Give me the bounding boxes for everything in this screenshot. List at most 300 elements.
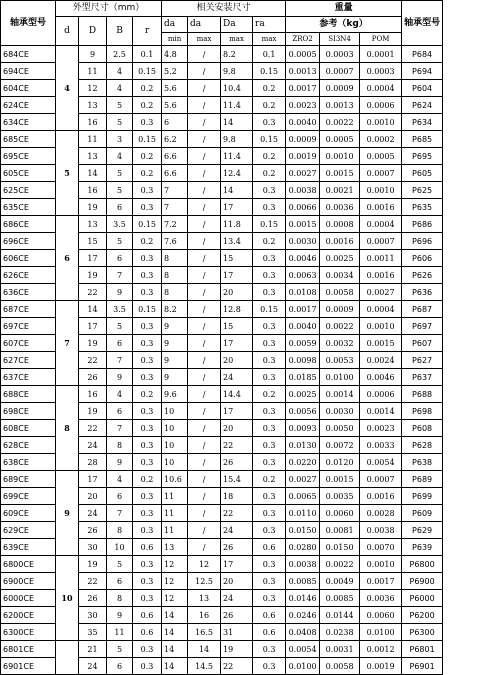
table-row <box>1 641 500 658</box>
cell-model: 6800CE <box>1 556 56 573</box>
cell-Da-max: 17 <box>221 403 253 420</box>
cell-weight-si3n4: 0.0150 <box>320 539 360 556</box>
cell-da-max: / <box>188 97 221 114</box>
cell-model-right: P608 <box>402 420 443 437</box>
cell-Da-max: 15 <box>221 318 253 335</box>
cell-weight-si3n4: 0.0060 <box>320 505 360 522</box>
cell-da-min: 7.6 <box>162 233 188 250</box>
cell-model-right: P6000 <box>402 590 443 607</box>
cell-ra-max: 0.3 <box>253 182 286 199</box>
cell-outer-D: 13 <box>79 148 107 165</box>
cell-da-max: / <box>188 420 221 437</box>
cell-outer-D: 24 <box>79 658 107 675</box>
cell-weight-zro2: 0.0040 <box>286 318 320 335</box>
cell-weight-si3n4: 0.0022 <box>320 114 360 131</box>
cell-outer-D: 20 <box>79 488 107 505</box>
cell-bore-d: 9 <box>56 471 79 556</box>
table-row <box>1 471 500 488</box>
cell-outer-D: 13 <box>79 216 107 233</box>
cell-model: 606CE <box>1 250 56 267</box>
cell-model-right: P629 <box>402 522 443 539</box>
cell-weight-pom: 0.0016 <box>360 488 402 505</box>
cell-radius-r: 0.3 <box>133 114 162 131</box>
cell-bore-d: 10 <box>56 556 79 641</box>
cell-Da-max: 11.4 <box>221 97 253 114</box>
cell-model: 684CE <box>1 46 56 63</box>
cell-width-B: 5 <box>107 641 133 658</box>
cell-model-right: P6200 <box>402 607 443 624</box>
cell-weight-zro2: 0.0056 <box>286 403 320 420</box>
cell-Da-max: 12.8 <box>221 301 253 318</box>
cell-Da-max: 20 <box>221 420 253 437</box>
cell-model-right: P637 <box>402 369 443 386</box>
cell-Da-max: 8.2 <box>221 46 253 63</box>
cell-weight-pom: 0.0007 <box>360 165 402 182</box>
cell-da-min: 12 <box>162 590 188 607</box>
cell-weight-zro2: 0.0027 <box>286 471 320 488</box>
cell-weight-zro2: 0.0130 <box>286 437 320 454</box>
header-outer-dimensions: 外型尺寸（mm） <box>56 1 162 17</box>
cell-radius-r: 0.3 <box>133 420 162 437</box>
cell-da-max: / <box>188 284 221 301</box>
cell-radius-r: 0.3 <box>133 284 162 301</box>
cell-da-min: 14 <box>162 607 188 624</box>
cell-radius-r: 0.3 <box>133 437 162 454</box>
cell-Da-max: 15 <box>221 250 253 267</box>
cell-weight-zro2: 0.0038 <box>286 182 320 199</box>
cell-da-min: 7 <box>162 199 188 216</box>
header-weight: 重量 <box>286 1 402 17</box>
cell-weight-zro2: 0.0065 <box>286 488 320 505</box>
cell-bore-d: 6 <box>56 216 79 301</box>
cell-weight-si3n4: 0.0049 <box>320 573 360 590</box>
cell-ra-max: 0.2 <box>253 386 286 403</box>
cell-width-B: 5 <box>107 97 133 114</box>
cell-weight-pom: 0.0007 <box>360 233 402 250</box>
cell-model: 6000CE <box>1 590 56 607</box>
cell-weight-zro2: 0.0017 <box>286 301 320 318</box>
cell-da-max: / <box>188 454 221 471</box>
cell-weight-si3n4: 0.0022 <box>320 556 360 573</box>
cell-width-B: 4 <box>107 386 133 403</box>
cell-width-B: 3.5 <box>107 301 133 318</box>
cell-outer-D: 19 <box>79 403 107 420</box>
cell-weight-si3n4: 0.0058 <box>320 658 360 675</box>
cell-da-max: / <box>188 199 221 216</box>
cell-ra-max: 0.6 <box>253 607 286 624</box>
cell-weight-pom: 0.0010 <box>360 114 402 131</box>
cell-weight-pom: 0.0002 <box>360 131 402 148</box>
cell-da-max: 12.5 <box>188 573 221 590</box>
cell-width-B: 7 <box>107 352 133 369</box>
cell-ra-max: 0.2 <box>253 148 286 165</box>
cell-width-B: 7 <box>107 267 133 284</box>
cell-outer-D: 14 <box>79 165 107 182</box>
cell-weight-si3n4: 0.0144 <box>320 607 360 624</box>
cell-model-right: P6300 <box>402 624 443 641</box>
cell-weight-pom: 0.0006 <box>360 386 402 403</box>
cell-da-max: 16.5 <box>188 624 221 641</box>
cell-da-max: / <box>188 148 221 165</box>
cell-radius-r: 0.3 <box>133 250 162 267</box>
cell-weight-zro2: 0.0046 <box>286 250 320 267</box>
cell-radius-r: 0.2 <box>133 233 162 250</box>
cell-ra-max: 0.2 <box>253 471 286 488</box>
cell-radius-r: 0.3 <box>133 369 162 386</box>
cell-da-min: 5.6 <box>162 80 188 97</box>
cell-model-right: P628 <box>402 437 443 454</box>
cell-model-right: P6900 <box>402 573 443 590</box>
cell-ra-max: 0.3 <box>253 352 286 369</box>
cell-model-right: P684 <box>402 46 443 63</box>
cell-model: 698CE <box>1 403 56 420</box>
header-ra: ra <box>253 17 286 33</box>
cell-weight-pom: 0.0036 <box>360 590 402 607</box>
cell-Da-max: 17 <box>221 556 253 573</box>
cell-weight-zro2: 0.0025 <box>286 386 320 403</box>
cell-model-right: P624 <box>402 97 443 114</box>
cell-weight-si3n4: 0.0015 <box>320 471 360 488</box>
cell-radius-r: 0.3 <box>133 641 162 658</box>
cell-da-max: / <box>188 335 221 352</box>
cell-radius-r: 0.3 <box>133 522 162 539</box>
cell-model-right: P604 <box>402 80 443 97</box>
cell-Da-max: 24 <box>221 522 253 539</box>
cell-width-B: 5 <box>107 556 133 573</box>
cell-outer-D: 17 <box>79 318 107 335</box>
cell-weight-zro2: 0.0054 <box>286 641 320 658</box>
cell-ra-max: 0.15 <box>253 63 286 80</box>
cell-width-B: 4 <box>107 63 133 80</box>
cell-outer-D: 30 <box>79 607 107 624</box>
cell-weight-pom: 0.0054 <box>360 454 402 471</box>
cell-weight-zro2: 0.0246 <box>286 607 320 624</box>
cell-Da-max: 18 <box>221 488 253 505</box>
cell-model: 6200CE <box>1 607 56 624</box>
cell-da-max: 12 <box>188 556 221 573</box>
cell-model: 696CE <box>1 233 56 250</box>
cell-model-right: P686 <box>402 216 443 233</box>
cell-model-right: P605 <box>402 165 443 182</box>
cell-Da-max: 31 <box>221 624 253 641</box>
cell-outer-D: 16 <box>79 114 107 131</box>
cell-ra-max: 0.3 <box>253 403 286 420</box>
header-r: r <box>133 17 162 46</box>
cell-outer-D: 11 <box>79 63 107 80</box>
cell-weight-pom: 0.0024 <box>360 352 402 369</box>
cell-radius-r: 0.6 <box>133 624 162 641</box>
cell-outer-D: 26 <box>79 522 107 539</box>
cell-width-B: 5 <box>107 318 133 335</box>
cell-width-B: 10 <box>107 539 133 556</box>
cell-outer-D: 16 <box>79 182 107 199</box>
cell-da-max: / <box>188 539 221 556</box>
header-row-1 <box>1 1 500 17</box>
cell-width-B: 5 <box>107 182 133 199</box>
cell-Da-max: 20 <box>221 284 253 301</box>
cell-model-right: P6901 <box>402 658 443 675</box>
cell-da-min: 9.6 <box>162 386 188 403</box>
cell-ra-max: 0.6 <box>253 624 286 641</box>
cell-da-min: 14 <box>162 641 188 658</box>
cell-model: 628CE <box>1 437 56 454</box>
cell-weight-si3n4: 0.0015 <box>320 165 360 182</box>
cell-da-min: 12 <box>162 573 188 590</box>
cell-weight-zro2: 0.0220 <box>286 454 320 471</box>
cell-da-min: 9 <box>162 335 188 352</box>
table-body <box>1 1 500 675</box>
cell-weight-pom: 0.0100 <box>360 624 402 641</box>
cell-ra-max: 0.3 <box>253 335 286 352</box>
header-zro2: ZRO2 <box>286 33 320 46</box>
cell-width-B: 7 <box>107 420 133 437</box>
cell-radius-r: 0.3 <box>133 403 162 420</box>
cell-weight-si3n4: 0.0009 <box>320 301 360 318</box>
cell-model-right: P696 <box>402 233 443 250</box>
cell-radius-r: 0.2 <box>133 165 162 182</box>
cell-weight-zro2: 0.0280 <box>286 539 320 556</box>
cell-model: 629CE <box>1 522 56 539</box>
cell-weight-pom: 0.0046 <box>360 369 402 386</box>
cell-model: 639CE <box>1 539 56 556</box>
cell-weight-zro2: 0.0408 <box>286 624 320 641</box>
cell-width-B: 5 <box>107 233 133 250</box>
cell-da-max: / <box>188 63 221 80</box>
cell-weight-pom: 0.0012 <box>360 641 402 658</box>
cell-outer-D: 35 <box>79 624 107 641</box>
cell-outer-D: 19 <box>79 335 107 352</box>
cell-model: 699CE <box>1 488 56 505</box>
cell-ra-max: 0.3 <box>253 488 286 505</box>
cell-da-min: 11 <box>162 505 188 522</box>
cell-weight-pom: 0.0014 <box>360 403 402 420</box>
cell-radius-r: 0.6 <box>133 607 162 624</box>
cell-width-B: 3.5 <box>107 216 133 233</box>
header-da-min: da <box>162 17 188 33</box>
cell-width-B: 9 <box>107 284 133 301</box>
cell-ra-max: 0.1 <box>253 46 286 63</box>
cell-radius-r: 0.15 <box>133 63 162 80</box>
cell-outer-D: 26 <box>79 590 107 607</box>
cell-radius-r: 0.6 <box>133 539 162 556</box>
cell-model-right: P694 <box>402 63 443 80</box>
cell-width-B: 11 <box>107 624 133 641</box>
cell-weight-pom: 0.0004 <box>360 216 402 233</box>
cell-da-max: / <box>188 114 221 131</box>
cell-da-min: 8 <box>162 250 188 267</box>
cell-weight-si3n4: 0.0021 <box>320 182 360 199</box>
cell-outer-D: 19 <box>79 199 107 216</box>
cell-model-right: P635 <box>402 199 443 216</box>
cell-weight-zro2: 0.0040 <box>286 114 320 131</box>
cell-model-right: P697 <box>402 318 443 335</box>
cell-Da-max: 26 <box>221 454 253 471</box>
cell-radius-r: 0.3 <box>133 335 162 352</box>
cell-radius-r: 0.3 <box>133 556 162 573</box>
cell-outer-D: 17 <box>79 250 107 267</box>
cell-width-B: 8 <box>107 437 133 454</box>
cell-ra-max: 0.3 <box>253 454 286 471</box>
cell-model-right: P625 <box>402 182 443 199</box>
cell-weight-si3n4: 0.0032 <box>320 335 360 352</box>
cell-Da-max: 11.4 <box>221 148 253 165</box>
cell-Da-max: 9.8 <box>221 63 253 80</box>
cell-Da-max: 10.4 <box>221 80 253 97</box>
cell-model: 688CE <box>1 386 56 403</box>
cell-weight-si3n4: 0.0016 <box>320 233 360 250</box>
cell-model: 685CE <box>1 131 56 148</box>
cell-Da-max: 24 <box>221 590 253 607</box>
cell-da-max: / <box>188 386 221 403</box>
cell-weight-zro2: 0.0023 <box>286 97 320 114</box>
cell-weight-zro2: 0.0009 <box>286 131 320 148</box>
cell-da-max: / <box>188 522 221 539</box>
table-row <box>1 131 500 148</box>
cell-model: 638CE <box>1 454 56 471</box>
cell-da-min: 5.6 <box>162 97 188 114</box>
cell-width-B: 4 <box>107 471 133 488</box>
cell-weight-pom: 0.0005 <box>360 148 402 165</box>
cell-da-min: 10 <box>162 437 188 454</box>
cell-bore-d: 7 <box>56 301 79 386</box>
cell-da-max: / <box>188 216 221 233</box>
cell-da-max: / <box>188 505 221 522</box>
cell-Da-max: 20 <box>221 352 253 369</box>
cell-model-right: P695 <box>402 148 443 165</box>
cell-weight-si3n4: 0.0072 <box>320 437 360 454</box>
cell-da-max: / <box>188 80 221 97</box>
cell-weight-pom: 0.0060 <box>360 607 402 624</box>
cell-da-min: 9 <box>162 369 188 386</box>
cell-model: 627CE <box>1 352 56 369</box>
cell-outer-D: 15 <box>79 233 107 250</box>
cell-da-max: / <box>188 403 221 420</box>
cell-weight-si3n4: 0.0030 <box>320 403 360 420</box>
cell-model: 609CE <box>1 505 56 522</box>
cell-da-min: 9 <box>162 318 188 335</box>
cell-width-B: 6 <box>107 403 133 420</box>
cell-model: 6901CE <box>1 658 56 675</box>
header-reference: 参考（kg） <box>286 17 402 33</box>
cell-weight-pom: 0.0070 <box>360 539 402 556</box>
cell-ra-max: 0.3 <box>253 114 286 131</box>
header-pom: POM <box>360 33 402 46</box>
cell-model-right: P698 <box>402 403 443 420</box>
cell-da-max: 14 <box>188 641 221 658</box>
cell-model-right: P6800 <box>402 556 443 573</box>
cell-radius-r: 0.3 <box>133 352 162 369</box>
cell-Da-max: 17 <box>221 335 253 352</box>
cell-da-min: 10.6 <box>162 471 188 488</box>
cell-model: 637CE <box>1 369 56 386</box>
cell-model: 697CE <box>1 318 56 335</box>
cell-ra-max: 0.2 <box>253 97 286 114</box>
cell-model-right: P607 <box>402 335 443 352</box>
cell-outer-D: 24 <box>79 505 107 522</box>
cell-weight-si3n4: 0.0036 <box>320 199 360 216</box>
cell-da-min: 5.2 <box>162 63 188 80</box>
cell-da-min: 4.8 <box>162 46 188 63</box>
cell-ra-max: 0.3 <box>253 267 286 284</box>
cell-ra-max: 0.15 <box>253 131 286 148</box>
cell-weight-si3n4: 0.0003 <box>320 46 360 63</box>
cell-da-max: / <box>188 301 221 318</box>
cell-width-B: 6 <box>107 335 133 352</box>
cell-weight-zro2: 0.0015 <box>286 216 320 233</box>
cell-model-right: P639 <box>402 539 443 556</box>
cell-Da-max: 17 <box>221 199 253 216</box>
cell-da-max: / <box>188 165 221 182</box>
cell-model: 604CE <box>1 80 56 97</box>
cell-radius-r: 0.3 <box>133 658 162 675</box>
cell-da-max: / <box>188 352 221 369</box>
header-D: D <box>79 17 107 46</box>
cell-width-B: 9 <box>107 369 133 386</box>
cell-weight-si3n4: 0.0100 <box>320 369 360 386</box>
cell-weight-zro2: 0.0017 <box>286 80 320 97</box>
cell-da-min: 9 <box>162 352 188 369</box>
cell-outer-D: 12 <box>79 80 107 97</box>
cell-weight-pom: 0.0038 <box>360 522 402 539</box>
cell-model-right: P6801 <box>402 641 443 658</box>
cell-outer-D: 28 <box>79 454 107 471</box>
header-model-left: 轴承型号 <box>1 1 56 46</box>
cell-width-B: 8 <box>107 522 133 539</box>
cell-weight-si3n4: 0.0008 <box>320 216 360 233</box>
cell-bore-d: 8 <box>56 386 79 471</box>
cell-weight-si3n4: 0.0010 <box>320 148 360 165</box>
cell-weight-si3n4: 0.0005 <box>320 131 360 148</box>
cell-da-min: 8 <box>162 284 188 301</box>
cell-weight-pom: 0.0007 <box>360 471 402 488</box>
cell-weight-pom: 0.0016 <box>360 267 402 284</box>
cell-radius-r: 0.3 <box>133 573 162 590</box>
cell-model-right: P627 <box>402 352 443 369</box>
cell-bore-d: 4 <box>56 46 79 131</box>
cell-Da-max: 9.8 <box>221 131 253 148</box>
cell-da-min: 6 <box>162 114 188 131</box>
cell-weight-zro2: 0.0110 <box>286 505 320 522</box>
cell-model-right: P626 <box>402 267 443 284</box>
cell-radius-r: 0.3 <box>133 318 162 335</box>
cell-bore-d <box>56 641 79 675</box>
header-d: d <box>56 17 79 46</box>
cell-ra-max: 0.3 <box>253 556 286 573</box>
cell-weight-pom: 0.0010 <box>360 318 402 335</box>
cell-width-B: 5 <box>107 114 133 131</box>
cell-weight-si3n4: 0.0007 <box>320 63 360 80</box>
cell-weight-pom: 0.0006 <box>360 97 402 114</box>
cell-weight-pom: 0.0010 <box>360 182 402 199</box>
cell-ra-max: 0.3 <box>253 590 286 607</box>
cell-outer-D: 22 <box>79 420 107 437</box>
cell-model: 6300CE <box>1 624 56 641</box>
cell-da-min: 6.6 <box>162 148 188 165</box>
cell-ra-max: 0.6 <box>253 539 286 556</box>
cell-width-B: 9 <box>107 454 133 471</box>
cell-weight-zro2: 0.0005 <box>286 46 320 63</box>
header-B: B <box>107 17 133 46</box>
cell-weight-pom: 0.0016 <box>360 199 402 216</box>
cell-Da-max: 26 <box>221 607 253 624</box>
cell-da-max: / <box>188 233 221 250</box>
cell-da-min: 6.2 <box>162 131 188 148</box>
header-Da: Da <box>221 17 253 33</box>
header-max-Da: max <box>221 33 253 46</box>
cell-ra-max: 0.15 <box>253 216 286 233</box>
cell-outer-D: 16 <box>79 386 107 403</box>
cell-radius-r: 0.3 <box>133 590 162 607</box>
